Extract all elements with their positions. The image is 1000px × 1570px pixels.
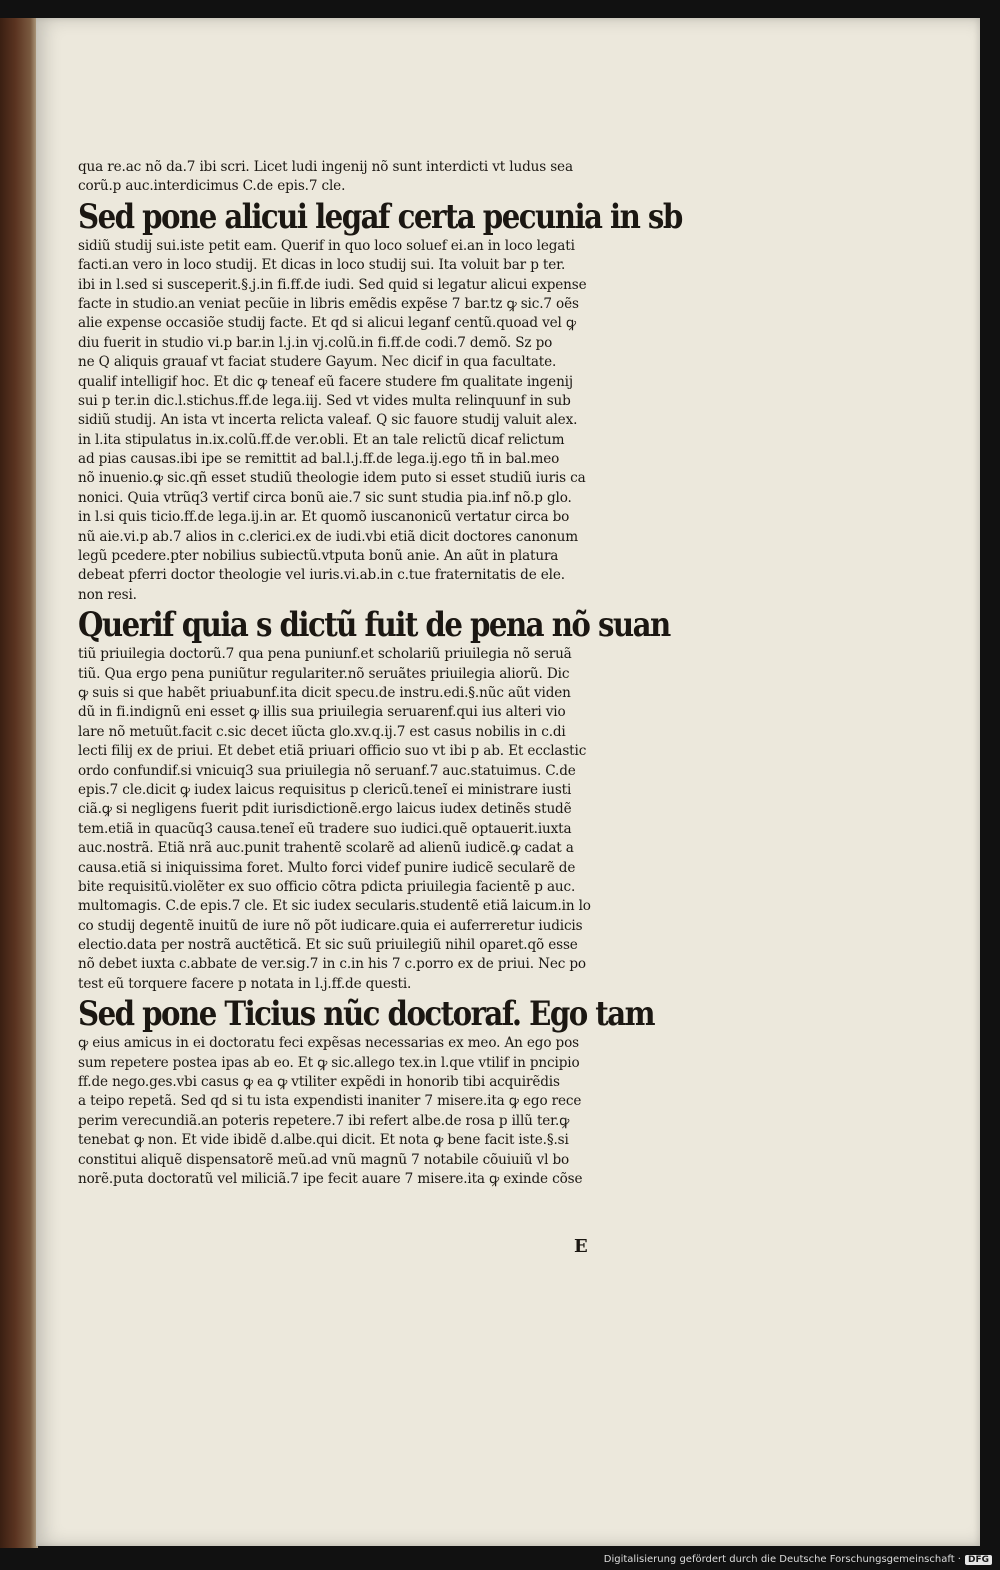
text-line: constitui aliquẽ dispensatorẽ meũ.ad vnũ magnũ 7 notabile cõuiuiũ vl bo [78,1151,570,1168]
dfg-logo: DFG [965,1555,992,1565]
text-line: ciã.ꝙ si negligens fuerit pdit iurisdictionẽ.ergo laicus iudex detinẽs studẽ [78,801,572,818]
section-heading: Sed pone alicui legaf certa pecunia in sb [78,196,682,237]
text-line: lare nõ metuũt.facit c.sic decet iũcta glo.xv.q.ij.7 est casus nobilis in c.di [78,723,566,740]
text-line: sidiũ studij. An ista vt incerta relicta valeaf. Q sic fauore studij valuit alex. [78,412,578,429]
text-line: in l.si quis ticio.ff.de lega.ij.in ar. Et quomõ iuscanonicũ vertatur circa bo [78,509,570,526]
text-line: perim verecundiã.an poteris repetere.7 ibi refert albe.de rosa p illũ ter.ꝙ [78,1112,570,1129]
text-line: electio.data per nostrã auctẽticã. Et sic suũ priuilegiũ nihil oparet.qõ esse [78,937,578,954]
footer [604,1554,992,1565]
text-line: debeat pferri doctor theologie vel iuris.vi.ab.in c.tue fraternitatis de ele. [78,567,565,584]
book-spine-edge [0,18,38,1548]
text-line: ordo confundif.si vnicuiq3 sua priuilegia nõ seruanf.7 auc.statuimus. C.de [78,762,576,779]
text-line: ad pias causas.ibi ipe se remittit ad bal.l.j.ff.de lega.ij.ego tñ in bal.meo [78,451,560,468]
text-line: ibi in l.sed si susceperit.§.j.in fi.ff.de iudi. Sed quid si legatur alicui expense [78,276,587,293]
signature-mark: E [574,1236,588,1257]
section-heading: Sed pone Ticius nũc doctoraf. Ego tam [78,994,655,1035]
text-line: multomagis. C.de epis.7 cle. Et sic iudex secularis.studentẽ etiã laicum.in lo [78,898,591,915]
text-line: legũ pcedere.pter nobilius subiectũ.vtputa bonũ anie. An aũt in platura [78,548,559,565]
text-line: auc.nostrã. Etiã nrã auc.punit trahentẽ scolarẽ ad alienũ iudicẽ.ꝙ cadat a [78,840,574,857]
text-line: ff.de nego.ges.vbi casus ꝙ ea ꝙ vtiliter expẽdi in honorib tibi acquirẽdis [78,1074,560,1091]
text-line: alie expense occasiõe studij facte. Et qd si alicui leganf centũ.quoad vel ꝙ [78,315,576,332]
text-line: epis.7 cle.dicit ꝙ iudex laicus requisitus p clericũ.teneĩ ei ministrare iusti [78,781,572,798]
text-line: qualif intelligif hoc. Et dic ꝙ teneaf eũ facere studere fm qualitate ingenij [78,373,573,390]
text-line: lecti filij ex de priui. Et debet etiã priuari officio suo vt ibi p ab. Et ecclastic [78,743,587,760]
printed-page [36,18,980,1546]
text-line: non resi. [78,586,137,603]
text-line: tiũ. Qua ergo pena puniũtur regulariter.nõ seruãtes priuilegia aliorũ. Dic [78,665,570,682]
footer-credit: Digitalisierung gefördert durch die Deutsche Forschungsgemeinschaft · [603,1554,961,1565]
text-line: test eũ torquere facere p notata in l.j.ff.de questi. [78,975,412,992]
text-line: ꝙ suis si que habẽt priuabunf.ita dicit specu.de instru.edi.§.nũc aũt viden [78,684,571,701]
text-line: co studij degentẽ inuitũ de iure nõ põt iudicare.quia ei auferreretur iudicis [78,917,583,934]
text-line: tiũ priuilegia doctorũ.7 qua pena puniunf.et scholariũ priuilegia nõ seruã [78,646,572,663]
text-line: tem.etiã in quacũq3 causa.teneĩ eũ tradere suo iudici.quẽ optauerit.iuxta [78,820,572,837]
text-line: sum repetere postea ipas ab eo. Et ꝙ sic.allego tex.in l.que vtilif in pncipio [78,1054,580,1071]
text-line: ne Q aliquis grauaf vt faciat studere Gayum. Nec dicif in qua facultate. [78,354,557,371]
text-line: nõ inuenio.ꝙ sic.qñ esset studiũ theologie idem puto si esset studiũ iuris ca [78,470,586,487]
text-line: sui p ter.in dic.l.stichus.ff.de lega.iij. Sed vt vides multa relinquunf in sub [78,392,571,409]
text-line: in l.ita stipulatus in.ix.colũ.ff.de ver.obli. Et an tale relictũ dicaf relictum [78,431,565,448]
text-line: causa.etiã si iniquissima foret. Multo forci videf punire iudicẽ secularẽ de [78,859,576,876]
text-line: facti.an vero in loco studij. Et dicas in loco studij sui. Ita voluit bar p ter. [78,257,566,274]
text-line: ꝙ eius amicus in ei doctoratu feci expẽsas necessarias ex meo. An ego pos [78,1035,579,1052]
text-line: bite requisitũ.violẽter ex suo officio cõtra pdicta priuilegia facientẽ p auc. [78,878,576,895]
text-block [78,158,706,1189]
text-line: sidiũ studij sui.iste petit eam. Querif in quo loco soluef ei.an in loco legati [78,237,575,254]
text-line: norẽ.puta doctoratũ vel miliciã.7 ipe fecit auare 7 misere.ita ꝙ exinde cõse [78,1170,583,1187]
text-line: nũ aie.vi.p ab.7 alios in c.clerici.ex de iudi.vbi etiã dicit doctores canonum [78,528,578,545]
text-line: tenebat ꝙ non. Et vide ibidẽ d.albe.qui dicit. Et nota ꝙ bene facit iste.§.si [78,1132,569,1149]
text-line: qua re.ac nõ da.7 ibi scri. Licet ludi ingenij nõ sunt interdicti vt ludus sea [78,159,573,175]
text-line: corũ.p auc.interdicimus C.de epis.7 cle. [78,178,346,195]
section-heading: Querif quia s dictũ fuit de pena nõ suan [78,605,670,646]
text-line: dũ in fi.indignũ eni esset ꝙ illis sua priuilegia seruarenf.qui ius alteri vio [78,704,566,721]
text-line: diu fuerit in studio vi.p bar.in l.j.in vj.colũ.in fi.ff.de codi.7 demõ. Sz po [78,334,553,351]
text-line: a teipo repetã. Sed qd si tu ista expendisti inaniter 7 misere.ita ꝙ ego rece [78,1093,582,1110]
text-line: nõ debet iuxta c.abbate de ver.sig.7 in c.in his 7 c.porro ex de priui. Nec po [78,956,586,973]
text-line: nonici. Quia vtrũq3 vertif circa bonũ aie.7 sic sunt studia pia.inf nõ.p glo. [78,489,572,506]
text-line: facte in studio.an veniat pecũie in libris emẽdis expẽse 7 bar.tz ꝙ sic.7 oẽs [78,295,579,312]
